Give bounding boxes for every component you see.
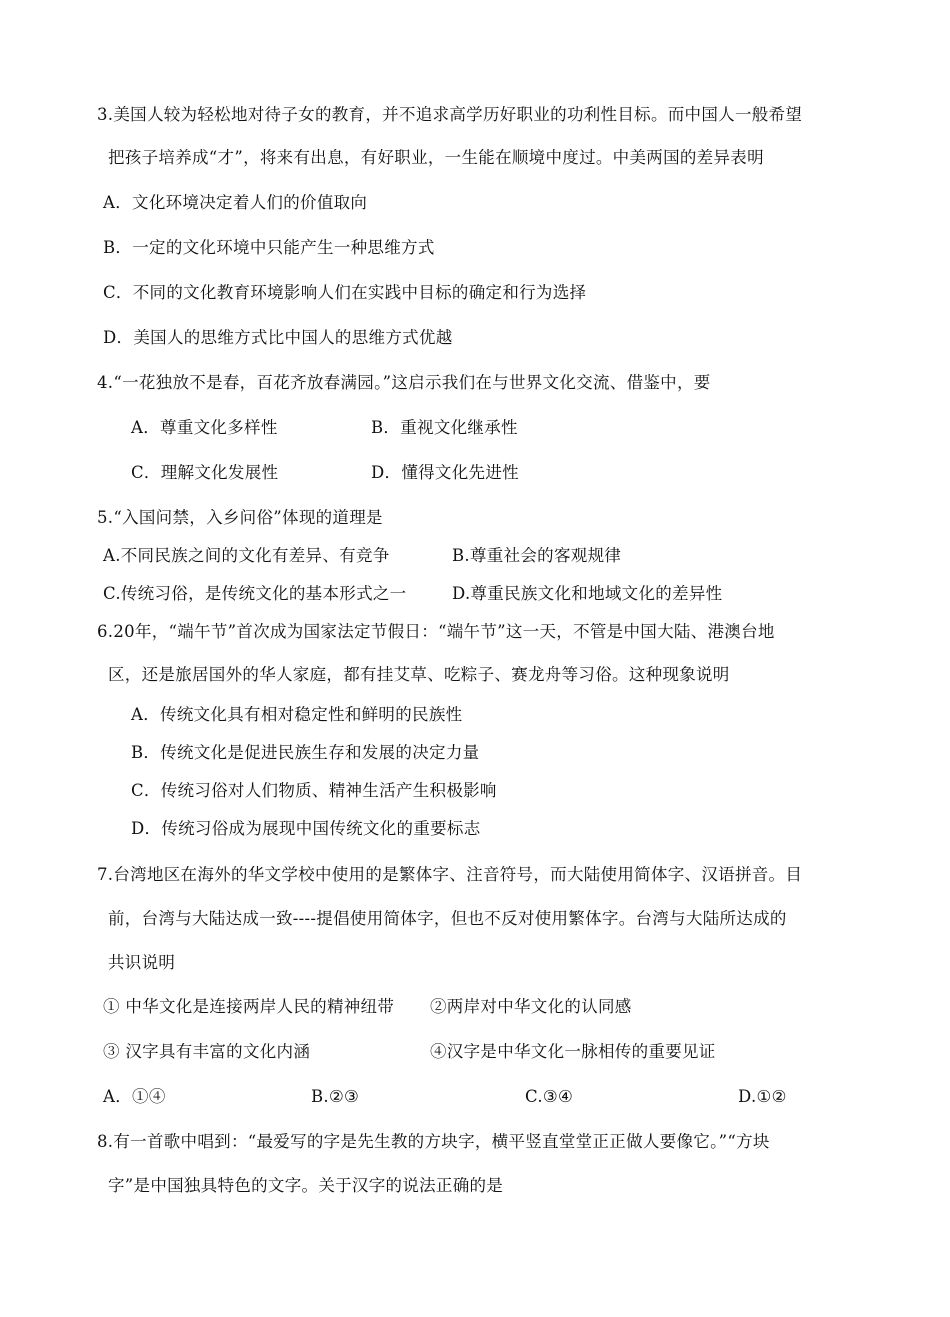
q4-stem: 4.“一花独放不是春，百花齐放春满园。”这启示我们在与世界文化交流、借鉴中，要 — [97, 373, 711, 392]
q7-option-a: A．①④ — [103, 1087, 166, 1106]
q3-stem-line1: 3.美国人较为轻松地对待子女的教育，并不追求高学历好职业的功利性目标。而中国人一般希望 — [97, 105, 803, 124]
q8-stem-line1: 8.有一首歌中唱到：“最爱写的字是先生教的方块字，横平竖直堂堂正正做人要像它。”“方块 — [97, 1132, 770, 1151]
q5-option-a: A.不同民族之间的文化有差异、有竞争 — [103, 546, 390, 565]
q7-statement-3: ③ 汉字具有丰富的文化内涵 — [103, 1042, 311, 1061]
q5-option-b: B.尊重社会的客观规律 — [452, 546, 622, 565]
q3-option-c: C．不同的文化教育环境影响人们在实践中目标的确定和行为选择 — [103, 283, 587, 302]
q7-stem-line2: 前，台湾与大陆达成一致----提倡使用简体字，但也不反对使用繁体字。台湾与大陆所达成的 — [108, 909, 787, 928]
q7-option-d: D.①② — [738, 1087, 787, 1106]
q5-option-c: C.传统习俗，是传统文化的基本形式之一 — [103, 584, 407, 603]
q8-stem-line2: 字”是中国独具特色的文字。关于汉字的说法正确的是 — [108, 1176, 504, 1195]
q5-option-d: D.尊重民族文化和地域文化的差异性 — [452, 584, 723, 603]
q7-statement-1: ① 中华文化是连接两岸人民的精神纽带 — [103, 997, 395, 1016]
q4-option-d: D．懂得文化先进性 — [371, 463, 519, 482]
q6-option-d: D．传统习俗成为展现中国传统文化的重要标志 — [131, 819, 481, 838]
q7-statement-4: ④汉字是中华文化一脉相传的重要见证 — [430, 1042, 716, 1061]
q3-option-a: A．文化环境决定着人们的价值取向 — [103, 193, 368, 212]
q7-option-b: B.②③ — [311, 1087, 360, 1106]
q4-option-a: A．尊重文化多样性 — [131, 418, 278, 437]
q6-stem-line2: 区，还是旅居国外的华人家庭，都有挂艾草、吃粽子、赛龙舟等习俗。这种现象说明 — [108, 665, 730, 684]
q7-option-c: C.③④ — [525, 1087, 574, 1106]
q7-stem-line1: 7.台湾地区在海外的华文学校中使用的是繁体字、注音符号，而大陆使用简体字、汉语拼音。目 — [97, 865, 803, 884]
q4-option-c: C．理解文化发展性 — [131, 463, 279, 482]
q6-stem-line1: 6.20年，“端午节”首次成为国家法定节假日：“端午节”这一天，不管是中国大陆、港澳台地 — [97, 622, 775, 641]
q6-option-a: A．传统文化具有相对稳定性和鲜明的民族性 — [131, 705, 463, 724]
q7-statement-2: ②两岸对中华文化的认同感 — [430, 997, 632, 1016]
q6-option-b: B．传统文化是促进民族生存和发展的决定力量 — [131, 743, 480, 762]
q3-stem-line2: 把孩子培养成“才”，将来有出息，有好职业，一生能在顺境中度过。中美两国的差异表明 — [108, 148, 764, 167]
q6-option-c: C．传统习俗对人们物质、精神生活产生积极影响 — [131, 781, 497, 800]
q7-stem-line3: 共识说明 — [108, 953, 176, 972]
q3-option-b: B．一定的文化环境中只能产生一种思维方式 — [103, 238, 435, 257]
q5-stem: 5.“入国问禁，入乡问俗”体现的道理是 — [97, 508, 383, 527]
q4-option-b: B．重视文化继承性 — [371, 418, 518, 437]
q3-option-d: D．美国人的思维方式比中国人的思维方式优越 — [103, 328, 453, 347]
